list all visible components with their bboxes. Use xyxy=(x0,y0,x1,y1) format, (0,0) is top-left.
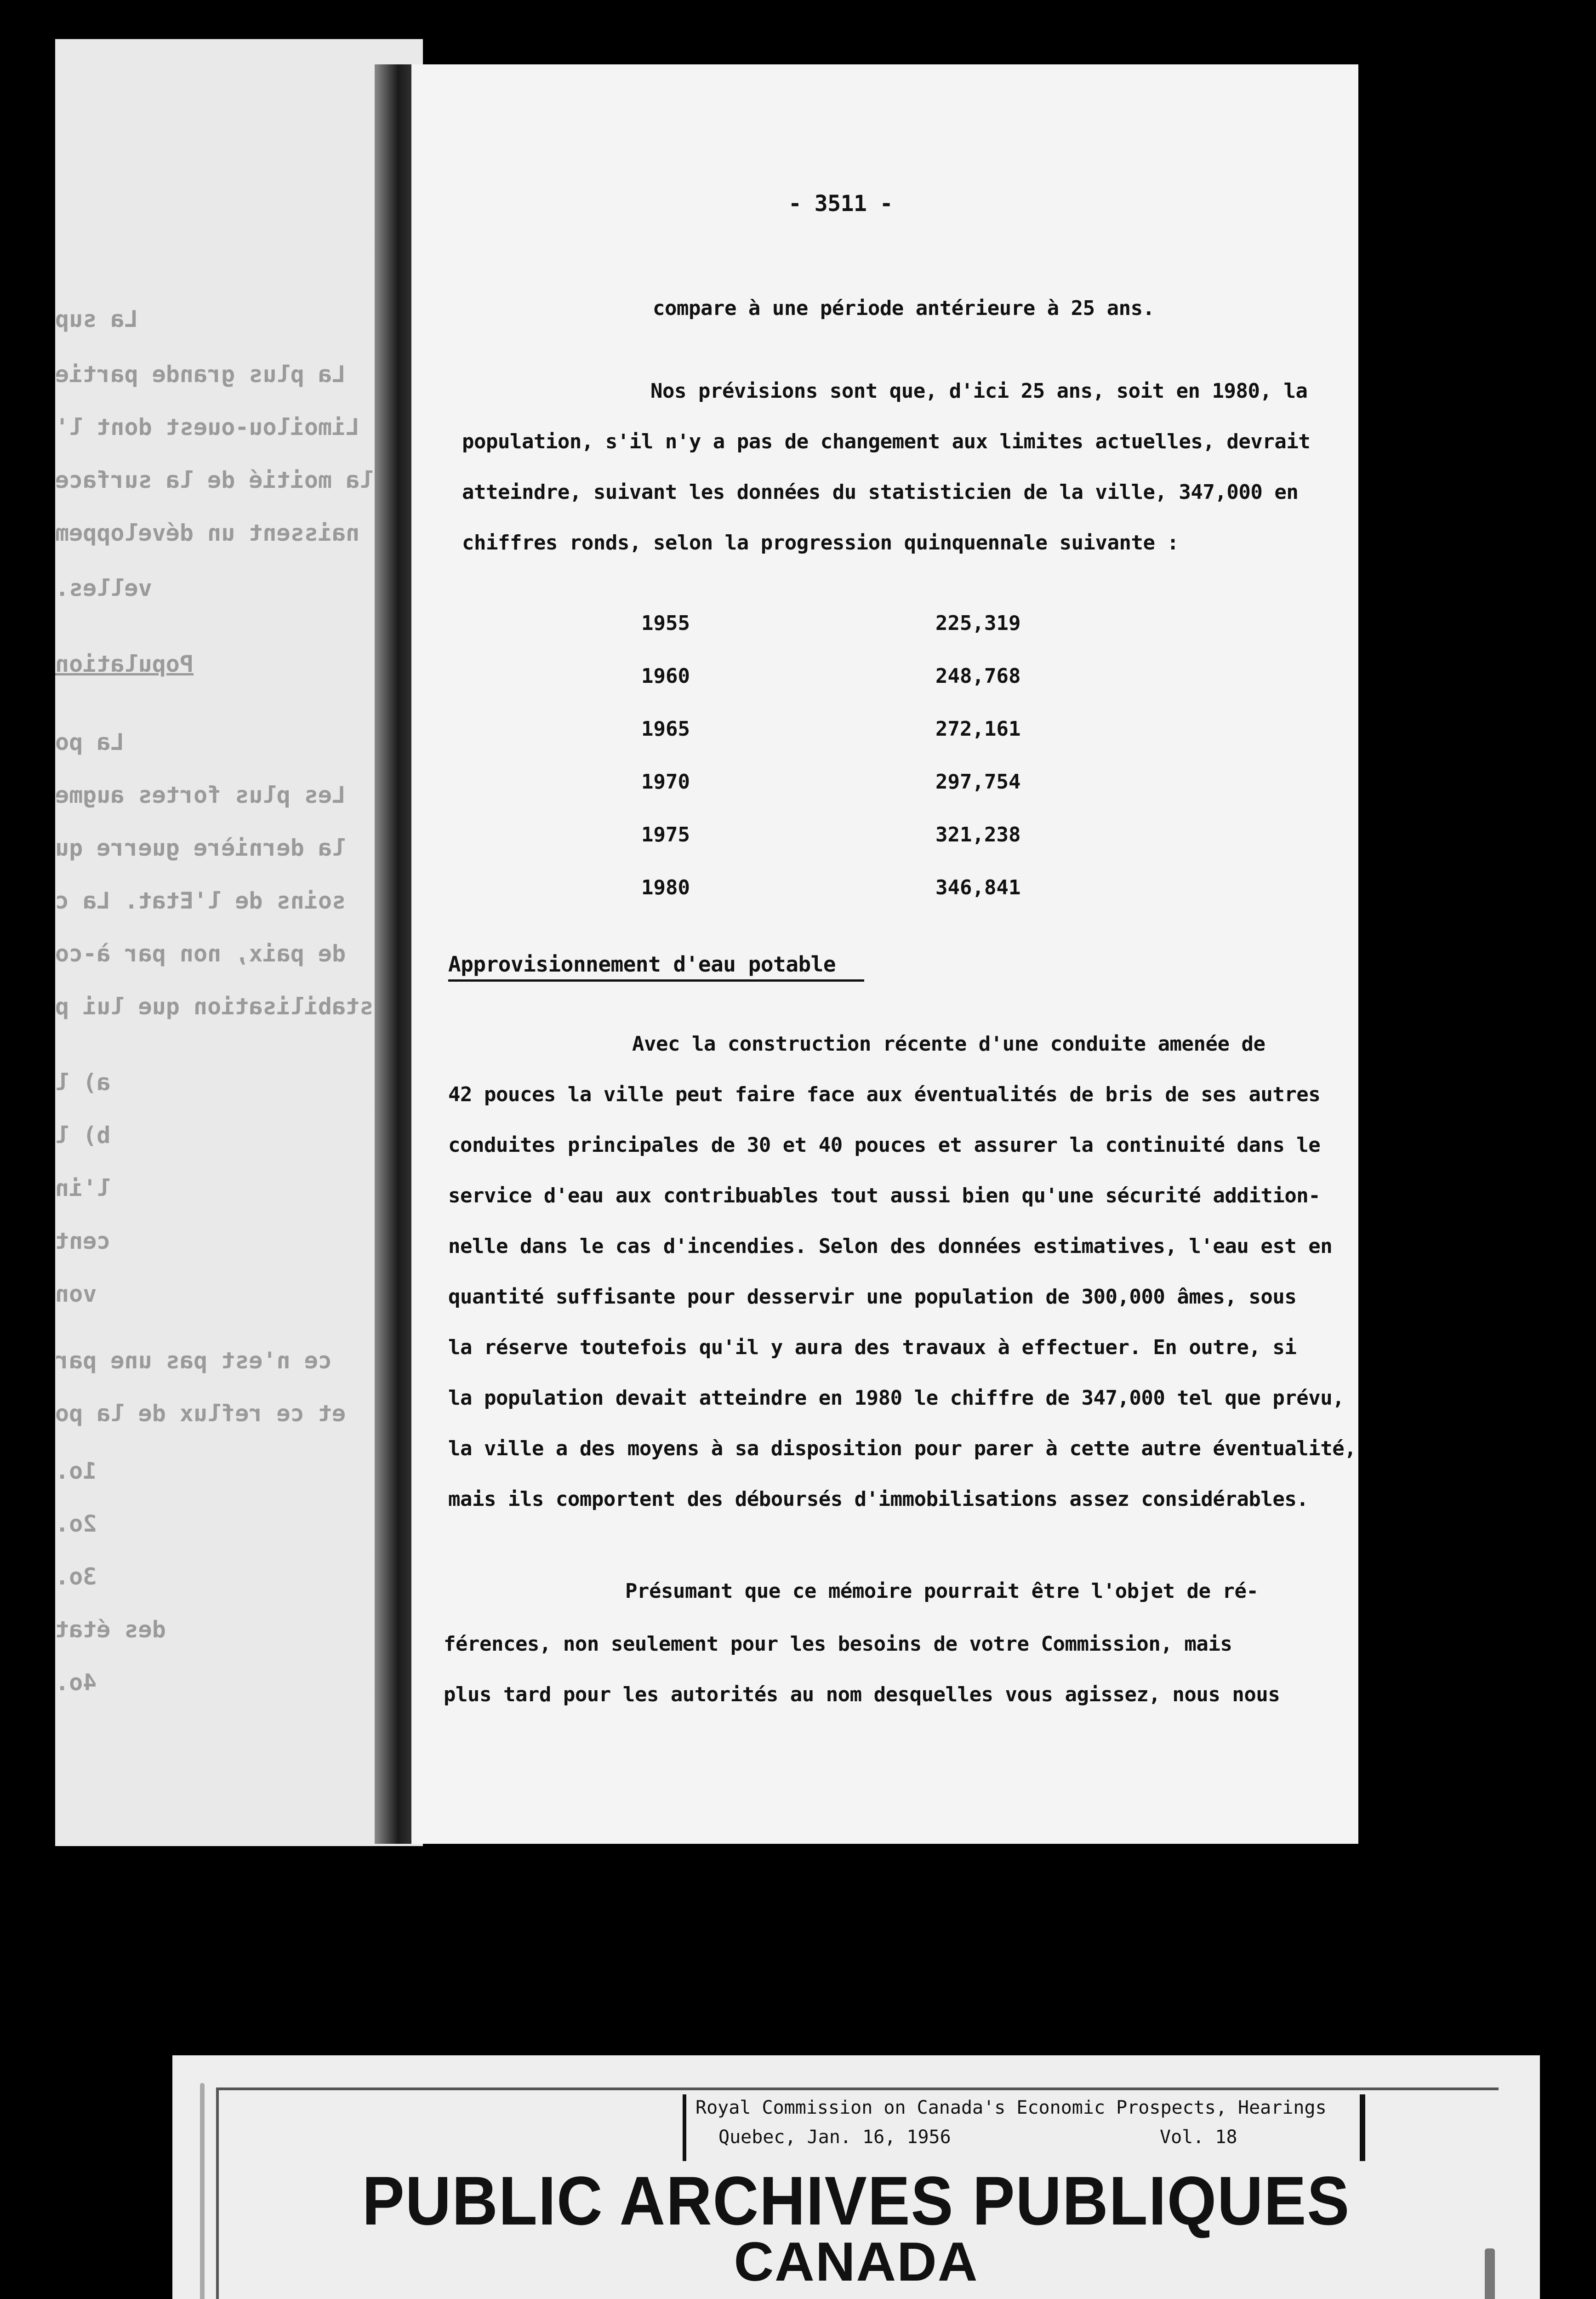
caption-line: Royal Commission on Canada's Economic Prospects, Hearings xyxy=(695,2097,1327,2118)
archive-subtitle: CANADA xyxy=(734,2231,979,2293)
table-row xyxy=(641,717,1055,745)
text-line: Nos prévisions sont que, d'ici 25 ans, soit en 1980, la xyxy=(650,379,1308,403)
caption-line: Quebec, Jan. 16, 1956 xyxy=(718,2127,951,2148)
table-year: 1955 xyxy=(641,612,690,635)
table-value: 321,238 xyxy=(935,823,1021,846)
ghost-line: des état xyxy=(55,1616,166,1643)
archive-title: PUBLIC ARCHIVES PUBLIQUES xyxy=(362,2162,1351,2239)
text-line: la ville a des moyens à sa disposition pour parer à cette autre éventualité, xyxy=(448,1437,1357,1460)
text-line: service d'eau aux contribuables tout aussi bien qu'une sécurité addition- xyxy=(448,1184,1321,1207)
ghost-line: cent xyxy=(55,1228,111,1254)
table-year: 1980 xyxy=(641,876,690,899)
ghost-line: La po xyxy=(55,729,125,755)
ghost-line: b) l xyxy=(55,1122,111,1149)
ghost-heading: Population xyxy=(55,651,194,677)
ghost-line: 1o. xyxy=(55,1458,97,1484)
table-row xyxy=(641,876,1055,904)
scan-mark xyxy=(200,2083,205,2299)
ghost-line: l'in xyxy=(55,1175,111,1201)
text-line: compare à une période antérieure à 25 ans. xyxy=(653,297,1155,320)
table-row xyxy=(641,770,1055,798)
text-line: la population devait atteindre en 1980 le chiffre de 347,000 tel que prévu, xyxy=(448,1386,1345,1410)
text-line: quantité suffisante pour desservir une population de 300,000 âmes, sous xyxy=(448,1285,1297,1309)
page-spine-shadow xyxy=(375,64,414,1844)
ghost-line: 3o. xyxy=(55,1563,97,1590)
table-row xyxy=(641,664,1055,692)
text-line: 42 pouces la ville peut faire face aux éventualités de bris de ses autres xyxy=(448,1083,1321,1106)
ghost-line: velles. xyxy=(55,575,152,601)
text-line: population, s'il n'y a pas de changement aux limites actuelles, devrait xyxy=(462,430,1311,453)
scan-mark xyxy=(1485,2248,1495,2299)
ghost-line: 4o. xyxy=(55,1669,97,1696)
text-line: mais ils comportent des déboursés d'immobilisations assez considérables. xyxy=(448,1487,1309,1511)
table-year: 1970 xyxy=(641,770,690,794)
table-year: 1960 xyxy=(641,664,690,688)
ghost-line: von xyxy=(55,1281,97,1307)
table-row xyxy=(641,612,1055,639)
page-number: - 3511 - xyxy=(788,191,893,217)
text-line: Avec la construction récente d'une conduite amenée de xyxy=(632,1032,1265,1056)
table-value: 272,161 xyxy=(935,717,1021,741)
ghost-line: ce n'est pas une par xyxy=(55,1347,332,1374)
mirrored-text-block xyxy=(55,39,423,1846)
ghost-line: naissent un développem xyxy=(55,520,360,546)
text-line: Présumant que ce mémoire pourrait être l'objet de ré- xyxy=(625,1579,1259,1603)
archive-label-strip xyxy=(172,2055,1540,2299)
text-line: la réserve toutefois qu'il y aura des travaux à effectuer. En outre, si xyxy=(448,1336,1297,1359)
section-heading: Approvisionnement d'eau potable xyxy=(448,952,864,982)
text-line: conduites principales de 30 et 40 pouces et assurer la continuité dans le xyxy=(448,1133,1321,1157)
text-line: nelle dans le cas d'incendies. Selon des données estimatives, l'eau est en xyxy=(448,1235,1333,1258)
ghost-line: La sup xyxy=(55,306,138,332)
document-page xyxy=(411,64,1358,1844)
ghost-line: la dernière guerre qu xyxy=(55,835,346,861)
text-line: férences, non seulement pour les besoins de votre Commission, mais xyxy=(444,1632,1232,1656)
table-year: 1975 xyxy=(641,823,690,846)
ghost-line: La plus grande partie xyxy=(55,361,346,388)
text-line: plus tard pour les autorités au nom desquelles vous agissez, nous nous xyxy=(444,1683,1280,1706)
text-line: atteindre, suivant les données du statisticien de la ville, 347,000 en xyxy=(462,480,1299,504)
table-year: 1965 xyxy=(641,717,690,741)
ghost-line: soins de l'Etat. La c xyxy=(55,887,346,914)
text-line: chiffres ronds, selon la progression quinquennale suivante : xyxy=(462,531,1179,555)
caption-bracket xyxy=(683,2094,1365,2161)
table-value: 346,841 xyxy=(935,876,1021,899)
ghost-line: la moitié de la surface xyxy=(55,467,374,493)
ghost-line: a) l xyxy=(55,1069,111,1096)
ghost-line: de paix, non par à-co xyxy=(55,940,346,967)
ghost-line: Les plus fortes augme xyxy=(55,782,346,808)
table-value: 225,319 xyxy=(935,612,1021,635)
caption-line: Vol. 18 xyxy=(1160,2127,1237,2148)
table-value: 248,768 xyxy=(935,664,1021,688)
table-row xyxy=(641,823,1055,851)
table-value: 297,754 xyxy=(935,770,1021,794)
ghost-line: et ce reflux de la po xyxy=(55,1400,346,1427)
facing-page-bleed-through xyxy=(55,39,423,1846)
ghost-line: stabilisation que lui p xyxy=(55,993,374,1020)
ghost-line: 2o. xyxy=(55,1510,97,1537)
ghost-line: Limoilou-ouest dont l' xyxy=(55,414,360,440)
